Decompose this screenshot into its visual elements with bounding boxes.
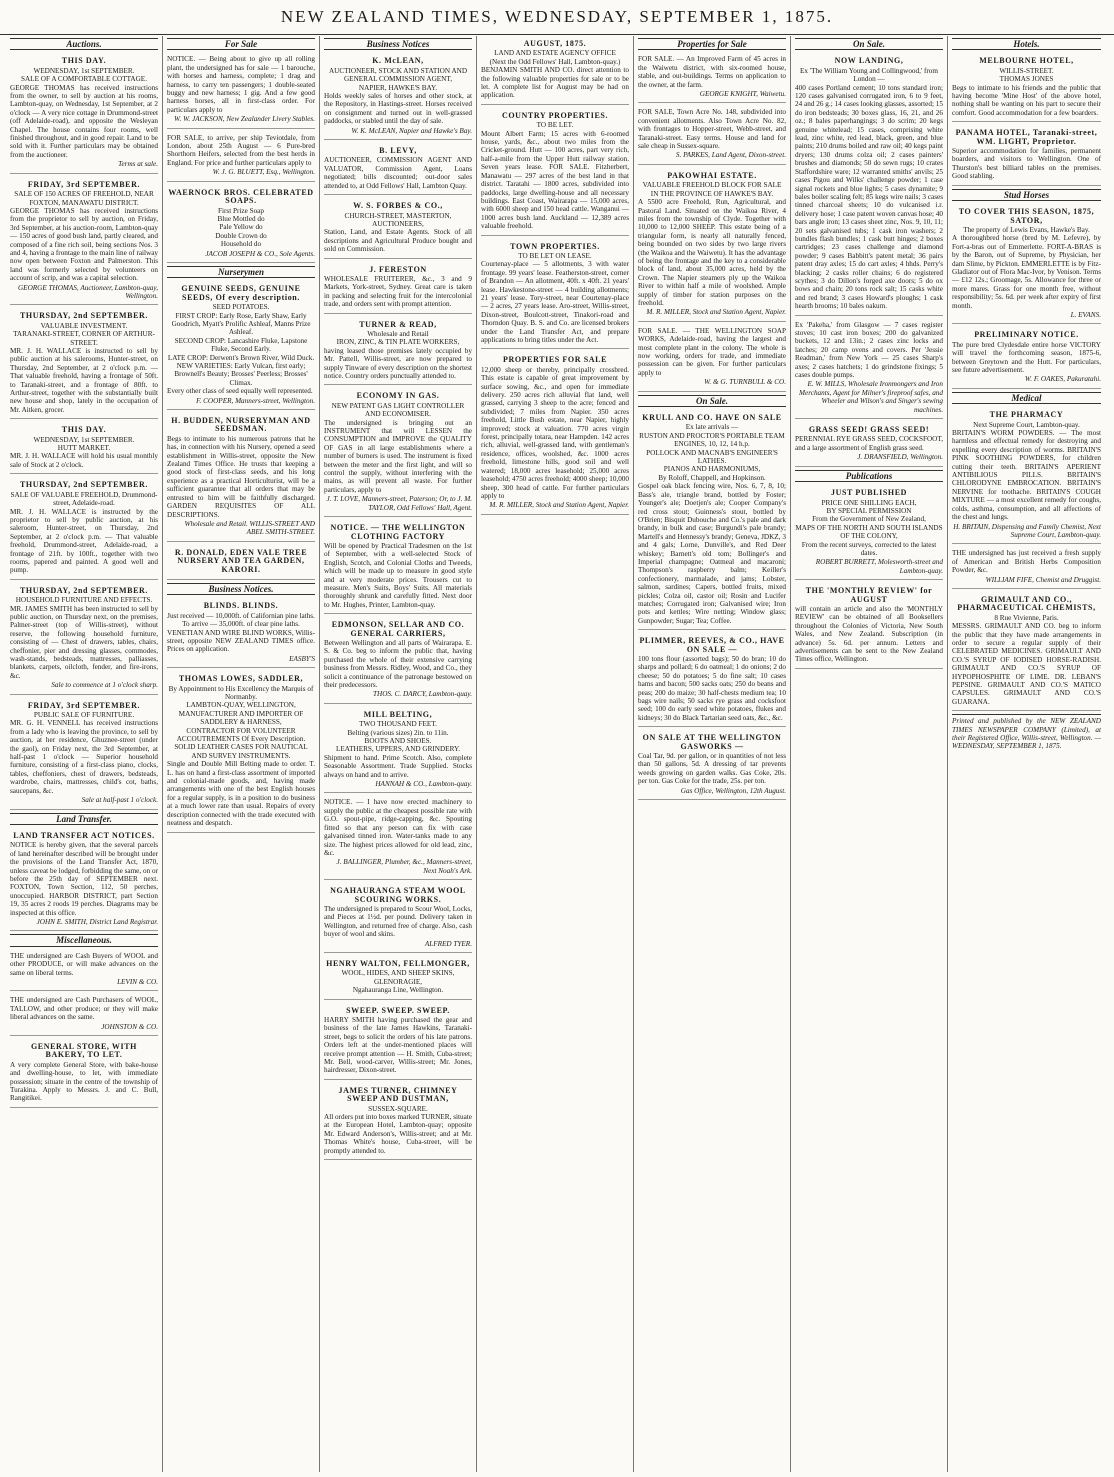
ad-subline: From the recent surveys, corrected to the latest dates.	[801, 540, 937, 557]
ad-body: NOTICE. — Being about to give up all rolling plant, the undersigned has for sale — 1 barouche, with horses and harness, complete; 1 drag and harness, to carry ten passengers; 1 double-seated buggy and new harness; 1 gig. And a few good harness horses, all in first-class order. For particulars apply to	[167, 55, 315, 114]
ad-signature: Sale to commence at 1 o'clock sharp.	[51, 681, 158, 690]
ad-body: THE undersigned are Cash Purchasers of WOOL, TALLOW, and other produce; or they will make liberal advances on the same.	[10, 996, 158, 1022]
ad-title: GENERAL STORE, WITH BAKERY, TO LET.	[30, 1042, 138, 1060]
advertisement	[167, 413, 315, 542]
ad-subline: Double Crown do	[215, 231, 267, 240]
advertisement	[481, 239, 629, 350]
ad-subline: AUCTIONEERS,	[372, 219, 424, 228]
ad-subline: PUBLIC SALE OF FURNITURE.	[33, 711, 135, 720]
ad-subline: Next Supreme Court, Lambton-quay.	[973, 420, 1080, 429]
ad-subline: IN THE PROVINCE OF HAWKE'S BAY.	[650, 189, 774, 198]
ad-signature: GEORGE KNIGHT, Waiwetu.	[699, 90, 786, 99]
ad-body: BENJAMIN SMITH AND CO. direct attention to the following valuable properties for sale or to be let. A complete list for August may be had on application.	[481, 66, 629, 100]
ad-subline: The property of Lewis Evans, Hawke's Bay.	[963, 225, 1090, 234]
ad-signature: Sale at half-past 1 o'clock.	[81, 796, 158, 805]
advertisement	[167, 185, 315, 263]
advertisement	[324, 1003, 472, 1080]
ad-subline: LAMBTON-QUAY, WELLINGTON,	[186, 701, 296, 710]
ad-signature: M. R. MILLER, Stock and Station Agent, Napier.	[489, 501, 629, 510]
ad-body: AUCTIONEER, COMMISSION AGENT AND VALUATOR, Commission Agent, Loans negotiated; bills discounted; out-door sales attended to, at Odd Fellows' Hall, Lambton Quay.	[324, 156, 472, 190]
ad-subline: NEW VARIETIES: Early Vulcan, first early; Brownell's Beauty; Brosses' Peerless; Brosses' Climax.	[174, 362, 308, 387]
advertisement	[324, 883, 472, 953]
section-heading: Publications	[795, 470, 943, 482]
ad-subline: SALE OF 150 ACRES OF FREEHOLD, NEAR FOXTON, MANAWATU DISTRICT.	[14, 190, 154, 207]
ad-signature: THOS. C. DARCY, Lambton-quay.	[373, 690, 472, 699]
ad-subline: Belting (various sizes) 2in. to 11in.	[347, 728, 449, 737]
ad-title: B. LEVY,	[379, 146, 417, 156]
ad-subline: Ex 'The William Young and Collingwood,' from London —	[800, 66, 938, 84]
ad-signature: W. W. JACKSON, New Zealander Livery Stables.	[174, 115, 315, 124]
advertisement	[324, 707, 472, 794]
advertisement	[952, 53, 1101, 122]
advertisement	[10, 828, 158, 931]
advertisement	[952, 592, 1101, 711]
ad-title: WAERNOCK BROS. CELEBRATED SOAPS.	[168, 187, 314, 206]
ad-subline: NAPIER, HAWKE'S BAY.	[358, 83, 438, 92]
ad-title: W. S. FORBES & CO.,	[353, 201, 443, 211]
advertisement	[167, 545, 315, 580]
ad-subline: FIRST CROP: Early Rose, Early Shaw, Early Goodrich, Myatt's Prolific Ashleaf, Manns Prize Ashleaf.	[171, 311, 311, 337]
ad-subline: LATE CROP: Derwent's Brown River, Wild Duck.	[167, 353, 315, 362]
ad-body: MR. J. H. WALLACE is instructed to sell by public auction at his salerooms, Hunter-street, on Thursday, 2nd September, at 2 o'clock p.m. — That valuable freehold, having a frontage of 50ft. to Taranaki-street, and a frontage of 80ft. to Arthur-street, together with the substantially built new house and shop, lately in the occupation of Mr. Aitken, grocer.	[10, 347, 158, 414]
ad-signature: J. BALLINGER, Plumber, &c., Manners-street, Next Noah's Ark.	[336, 858, 472, 875]
advertisement	[324, 956, 472, 1000]
advertisement	[795, 485, 943, 580]
ad-subline: SALE OF A COMFORTABLE COTTAGE.	[20, 75, 147, 84]
ad-body: Every other class of seed equally well represented.	[167, 387, 313, 396]
ad-title: JAMES TURNER, CHIMNEY SWEEP AND DUSTMAN,	[338, 1085, 458, 1104]
ad-title: LAND TRANSFER ACT NOTICES.	[13, 830, 155, 840]
ad-body: MESSRS. GRIMAULT AND CO. beg to inform the public that they have made arrangements in order to secure a regular supply of their CELEBRATED MEDICINES. GRIMAULT AND CO.'S SYRUP OF IODISED HORSE-RADISH. GRIMAULT AND CO.'S SYRUP OF HYPOPHOSPHITE OF LIME. DR. LEBAN'S PEPSINE. GRIMAULT AND CO.'S MATICO CAPSULES. GRIMAULT AND CO.'S GUARANA.	[952, 622, 1101, 706]
ad-body: The pure bred Clydesdale entire horse VICTORY will travel the forthcoming season, 1875-6, between Greytown and the Hutt. For particulars, see future advertisement.	[952, 340, 1101, 374]
ad-title: NGAHAURANGA STEAM WOOL SCOURING WORKS.	[330, 886, 466, 904]
ad-title: H. BUDDEN, NURSERYMAN AND SEEDSMAN.	[171, 416, 311, 434]
ad-title: R. DONALD, EDEN VALE TREE NURSERY AND TEA GARDEN, KARORI.	[174, 547, 308, 574]
advertisement	[795, 53, 943, 315]
ad-body: Mount Albert Farm; 15 acres with 6-roomed house, yards, &c., about two miles from the Cricket-ground. Hutt — 100 acres, part very rich, half-a-mile from the Upper Hutt railway station. Seven years lease. FOR SALE. Fitzherbert, Manawatu — 297 acres of the best land in that district. Taratahi — 1800 acres, subdivided into paddocks, large dwelling-house and all necessary buildings. East Coast, Wairarapa — 15,000 acres, with 6000 sheep and 150 head cattle. Wanganui — 1000 acres bush land. Auckland — 12,389 acres valuable freehold.	[481, 129, 629, 231]
ad-title: PAKOWHAI ESTATE.	[667, 170, 757, 180]
ad-body: All orders put into boxes marked TURNER, situate at the European Hotel, Lambton-quay; opposite Mr. Edward Anderson's, Willis-street; and at Mr. Thomas White's house, Cuba-street, will be promptly attended to.	[324, 1113, 472, 1155]
section-heading: Nurserymen	[167, 266, 315, 278]
ad-body: GEORGE THOMAS has received instructions from the owner, to sell by auction at his rooms, Lambton-quay, on Wednesday, 1st September, at 2 o'clock — A very nice cottage in Drummond-street (off Adelaide-road), and opposite the Wesleyan Chapel. The house contains four rooms, well finished throughout, and in good repair. Land to be sold with it. Further particulars may be obtained from the auctioneer.	[10, 83, 158, 159]
ad-body: THE undersigned are Cash Buyers of WOOL and other PRODUCE, or will make advances on the same on liberal terms.	[10, 951, 158, 977]
ad-subline: PIANOS AND HARMONIUMS,	[663, 465, 761, 474]
advertisement	[952, 125, 1101, 185]
advertisement	[952, 547, 1101, 589]
ad-signature: Terms at sale.	[118, 160, 158, 169]
ad-title: ECONOMY IN GAS.	[356, 391, 440, 401]
ad-signature: W. F. OAKES, Pakuratahi.	[1024, 375, 1101, 384]
ad-body: The undersigned is bringing out an INSTRUMENT that will LESSEN the CONSUMPTION and IMPROVE the QUALITY OF GAS in all large establishments where a number of burners is used. The instrument is fixed between the meter and the first light, and will so control the supply, without interfering with the mains, as will prevent all waste. For further particulars, apply to	[324, 418, 472, 494]
ad-subline: SEED POTATOES.	[212, 303, 270, 312]
ad-subline: SECOND CROP: Lancashire Fluke, Lapstone Fluke, Second Early.	[174, 336, 308, 354]
ad-body: The undersigned is prepared to Scour Wool, Locks, and Pieces at 1½d. per pound. Delivery taken in Wellington, and returned free of charge. Also, cash buyer of wool and skins.	[324, 904, 472, 939]
advertisement	[324, 198, 472, 258]
column-1	[6, 36, 163, 1472]
ad-subline: MAPS OF THE NORTH AND SOUTH ISLANDS OF THE COLONY,	[795, 523, 943, 541]
ad-title: PROPERTIES FOR SALE	[502, 355, 608, 365]
ad-title: HENRY WALTON, FELLMONGER,	[326, 958, 470, 968]
ad-title: J. FERESTON	[369, 264, 427, 274]
ad-subline: By Appointment to His Excellency the Marquis of Normanby.	[168, 684, 314, 701]
ad-subline: Just received — 10,000ft. of Californian pine laths.	[167, 611, 315, 620]
ad-subline: Pale Yellow do	[219, 223, 263, 232]
ad-subline: POLLOCK AND MACNAB'S ENGINEER'S LATHES.	[646, 448, 778, 466]
advertisement	[324, 143, 472, 195]
ad-body: BRITAIN'S WORM POWDERS. — The most harmless and effectual remedy for destroying and expelling every description of worms. BRITAIN'S PINK SOOTHING POWDERS, for children cutting their teeth. BRITAIN'S APERIENT ANTIBILIOUS PILLS. BRITAIN'S CHLORODYNE EMBROCATION. BRITAIN'S NERVINE for toothache. BRITAIN'S COUGH MIXTURE — a most excellent remedy for coughs, colds, asthma, consumption, and all affections of the chest and lungs.	[952, 429, 1101, 522]
ad-signature: L. EVANS.	[1070, 310, 1101, 319]
column-4	[477, 36, 634, 1472]
advertisement	[10, 1039, 158, 1108]
ad-subline: TWO THOUSAND FEET.	[359, 720, 437, 729]
ad-body: FOR SALE. — An Improved Farm of 45 acres in the Waiwetu district, with six-roomed house, stable, and out-buildings. Terms on application to the owner, at the farm.	[638, 55, 786, 89]
ad-title: PRELIMINARY NOTICE.	[974, 330, 1079, 340]
columns	[6, 36, 1108, 1472]
ad-body: 100 tons flour (assorted bags); 50 do bran; 10 do sharps and pollard; 6 do oatmeal; 1 do onions; 2 do cheese; 50 do potatoes; 5 do fine salt; 10 cases hams and bacon; 500 sacks oats; 250 do beans and peas; 200 do maize; 30 half-chests medium tea; 10 bags wire nails; 50 sacks rye grass and cocksfoot seed; 100 do early seed white potatoes, flukes and kidneys; 30 do Black Tartarian seed oats, &c., &c.	[638, 655, 786, 722]
ad-title: FRIDAY, 3rd SEPTEMBER.	[27, 179, 141, 189]
ad-body: Holds weekly sales of horses and other stock, at the Repository, in Hastings-street. Horses received on consignment and turned out in well-grassed paddocks, or stabled until the day of sale.	[324, 92, 472, 126]
ad-signature: EASBY'S	[289, 654, 315, 663]
advertisement	[324, 317, 472, 386]
ad-subline: WEDNESDAY, 1st SEPTEMBER.	[33, 435, 135, 444]
ad-title: THIS DAY.	[61, 425, 107, 435]
ad-signature: M. R. MILLER, Stock and Station Agent, Napier.	[646, 308, 786, 317]
ad-subline: SOLID LEATHER CASES FOR NAUTICAL AND SURVEY INSTRUMENTS.	[174, 743, 308, 760]
ad-title: THURSDAY, 2nd SEPTEMBER.	[19, 480, 149, 490]
section-heading: Land Transfer.	[10, 813, 158, 825]
ad-subline: BY SPECIAL PERMISSION	[826, 506, 912, 515]
ad-title: KRULL AND CO. HAVE ON SALE	[642, 413, 782, 423]
ad-body: Station, Land, and Estate Agents. Stock of all descriptions and Agricultural Produce bought and sold on Commission.	[324, 228, 472, 254]
ad-subline: Wholesale and Retail	[367, 329, 429, 338]
advertisement	[324, 617, 472, 704]
section-heading: Business Notices	[324, 38, 472, 50]
ad-title: K. McLEAN,	[372, 56, 424, 66]
ad-subline: Ngahauranga Line, Wellington.	[352, 986, 444, 995]
ad-title: ON SALE AT THE WELLINGTON GASWORKS —	[642, 733, 782, 751]
ad-body: Begs to intimate to his numerous patrons that he has, in connection with his Nursery, opened a seed establishment in Willis-street, opposite the New Zealand Times Office. He trusts that keeping a good stock of first-class seeds, and his long experience as a practical Horticulturist, will be a sufficient guarantee that all orders that may be entrusted to him will be faithfully discharged. GARDEN REQUISITES OF ALL DESCRIPTIONS.	[167, 434, 315, 519]
ad-subline: TO BE LET.	[536, 121, 574, 130]
ad-title: COUNTRY PROPERTIES.	[501, 110, 609, 120]
ad-subline: 8 Rue Vivienne, Paris.	[994, 613, 1059, 622]
ad-subline: Ex late arrivals —	[685, 423, 739, 432]
ad-body: Single and Double Mill Belting made to order. T. L. has on hand a first-class assortment of imported and colonial-made goods, and, having made arrangements with one of the best English houses for a regular supply, is in a position to do business at a much lower rate than usual. Repairs of every description connected with the trade executed with neatness and despatch.	[167, 760, 315, 828]
ad-signature: ROBERT BURRETT, Molesworth-street and Lambton-quay.	[815, 558, 943, 575]
ad-body: having leased those premises lately occupied by Mr. Pattell, Willis-street, are now prepared to supply Tinware of every description on the shortest notice. Country orders punctually attended to.	[324, 346, 472, 380]
ad-subline: LAND AND ESTATE AGENCY OFFICE	[494, 49, 616, 58]
ad-subline: First Prize Soap	[218, 206, 264, 215]
ad-title: SWEEP. SWEEP. SWEEP.	[346, 1005, 450, 1015]
ad-title: PLIMMER, REEVES, & CO., HAVE ON SALE —	[639, 636, 785, 654]
ad-signature: WILLIAM FIFE, Chemist and Druggist.	[985, 575, 1101, 584]
ad-body: A very complete General Store, with bake-house and dwelling-house, to let, with immediate possession; situate in the centre of the township of Turakina. Apply to Messrs. J. and C. Bull, Rangitikei.	[10, 1060, 158, 1103]
ad-title: THOMAS LOWES, SADDLER,	[178, 674, 304, 684]
section-heading: Properties for Sale	[638, 38, 786, 50]
masthead: NEW ZEALAND TIMES, WEDNESDAY, SEPTEMBER 1, 1875.	[0, 0, 1114, 35]
ad-subline: From the Government of New Zealand,	[812, 515, 926, 524]
ad-title: MELBOURNE HOTEL,	[979, 56, 1074, 66]
ad-subline: SALE OF VALUABLE FREEHOLD, Drummond-street, Adelaide-road.	[10, 490, 158, 508]
ad-body: Ex 'Pakeha,' from Glasgow — 7 cases register stoves; 10 cast iron boxes; 200 do galvanized buckets, 12 and 13in.; 2 cases zinc locks and latches; 20 camp ovens and covers. Per 'Jessie Readman,' from New York — 25 cases Sharp's axes; 2 cases hatchets; 1 do grindstone fixings; 5 cases double pumps.	[795, 320, 943, 380]
ad-body: GEORGE THOMAS has received instructions from the proprietor to sell by auction, on Friday, 3rd September, at his auction-room, Lambton-quay — 150 acres of good bush land, partly cleared, and composed of a fine rich soil, being sections Nos. 3 and 4, having a frontage to the main line of railway now open between Foxton and Palmerston. This land was formerly selected by volunteers on account of scrip, and was a capital selection.	[10, 206, 158, 283]
ad-body: Will be opened by Practical Tradesmen on the 1st of September, with a well-selected Stock of English, Scotch, and Colonial Cloths and Tweeds, which will be made up to measure in good style and at very moderate prices. Trousers cut to measure. Men's Suits, Boys' Suits. All materials thoroughly shrunk and carefully fitted. Next door to Mr. Hughes, Printer, Lambton-quay.	[324, 541, 472, 609]
ad-body: FOR SALE, Town Acre No. 148, subdivided into convenient allotments. Also Town Acre No. 82, with frontages to Hopper-street, Webb-street, and Taranaki-street. Easy terms. House and land for sale cheap in Sussex-square.	[638, 108, 786, 151]
ad-title: GRASS SEED! GRASS SEED!	[808, 425, 930, 435]
advertisement	[324, 1083, 472, 1160]
ad-title: TURNER & READ,	[359, 319, 437, 329]
advertisement	[795, 422, 943, 467]
ad-subline: MANUFACTURER AND IMPORTER OF SADDLERY & HARNESS,	[178, 709, 304, 727]
column-3	[320, 36, 477, 1472]
ad-body: MR. J. H. WALLACE will hold his usual monthly sale of Stock at 2 o'clock.	[10, 452, 158, 469]
section-heading: On Sale.	[795, 38, 943, 50]
ad-title: GENUINE SEEDS, GENUINE SEEDS, Of every description.	[181, 284, 301, 302]
advertisement	[324, 262, 472, 314]
ad-title: MILL BELTING,	[363, 709, 433, 719]
ad-title: THE PHARMACY	[989, 410, 1064, 420]
ad-signature: HANNAH & CO., Lambton-quay.	[375, 780, 472, 789]
ad-title: JUST PUBLISHED	[830, 488, 908, 498]
ad-body: 400 cases Portland cement; 10 tons standard iron; 120 cases galvanised corrugated iron, 6 to 9 feet, 24 and 26 g.; 14 cases looking glasses, assorted; 15 do iron bedsteads; 30 boxes glass, 16, 21, and 26 oz.; 8 bales paperhangings; 3 do scrim; 20 kegs genuine whitelead; 15 cases, comprising white lead, zinc white, red lead, black, green, and blue paints; 210 drums boiled and raw oil; 40 kegs paint dryers; 130 drums colza oil; 2 cases painters' brushes and diamonds; 50 do sewn rugs; 10 crates Staffordshire ware; 12 warranted smiths' anvils; 25 cases Pigou and Wilks' challenge powder; 1 case signal rockets and blue lights; 5 cases dynamite; 9 bales boiler scaling felt; 85 kegs wire nails; 3 cases tinned charcoal sheets; 10 do vulcanised i.r. delivery hose; 1 case patent woven canvas hose; 40 bars angle iron; 13 cases sheet zinc, Nos. 9, 10, 11; 20 sets galvanised tubs; 1 cask iron washers; 2 bundles flash bundles; 1 cask butt hinges; 2 boxes cartridges; 23 cases challenge and diamond powder; 9 cases Babbitt's patent metal; 36 pairs patent dray axles; 15 do cart axles; 4 hhds. Perry's blacking; 2 casks roller chains; 6 do registered scythes; 3 do Dillon's forged axe doors; 5 do ox bows and chain; 20 tons rock salt; 15 casks white and red brand; 3 cases Howard's ploughs; 1 cask hearth brooms; 10 bales oakum.	[795, 83, 943, 311]
ad-body: VENETIAN AND WIRE BLIND WORKS, Willis-street, opposite NEW ZEALAND TIMES office. Prices on application.	[167, 628, 315, 654]
ad-title: GRIMAULT AND CO., PHARMACEUTICAL CHEMISTS,	[957, 594, 1096, 613]
ad-subline: WOOL, HIDES, AND SHEEP SKINS, GLENORAGIE,	[341, 969, 455, 986]
ad-body: A thoroughbred horse (bred by M. Lefevre), by Fort-a-bras out of Emmerlette. FORT-A-BRAS is by the Baron, out of Supreme, by Physician, her dam Slime, by Pickton. EMMERLETTE is by Fitz-Gladiator out of Flora Mac-Ivor, by Venison. Terms — £12 12s.; Groomage, 5s. Allowance for three or more mares. Grass for one month free, without responsibility; 5s. 6d. per week after expiry of first month.	[952, 234, 1101, 310]
ad-subline: TO BE LET ON LEASE.	[518, 251, 592, 260]
advertisement	[481, 352, 629, 514]
ad-body: Coal Tar, 9d. per gallon, or in quantities of not less than 50 gallons, 5d. A dressing of tar prevents weeds growing on garden walks. Gas Coke, 20s. per ton. Gas Coke for the trade, 25s. per ton.	[638, 752, 786, 786]
ad-body: Gospel oak black fencing wire, Nos. 6, 7, 8, 10; Bass's ale, triangle brand, bottled by Foster; Younger's ale; Doetjen's ale; Cooper Company's red cross stout; Guinness's stout, bottled by O'Brien; Bisquit Dubouche and Co.'s pale and dark brandy, in bulk and case; Burgundi's pale brandy; Martell's and Hennessy's brandy; Geneva, JDKZ, 3 and 4 gals; Lorne, Dunville's, and Red Deer whiskey; Barnett's old tom; Bollinger's and Imperial champagne; Oatmeal and macaroni; Thompson's raspberry balm; Keiller's confectionery, marmalade, and jams; Lobster, salmon, sardines; Capers, bottled fruits, mixed pickles; Colza oil, castor oil; Rosin and Lucifer matches; Corrugated iron; Galvanised wire; Iron pots and kettles; Wire netting; Window glass; Gunpowder; Sugar; Tea; Coffee.	[638, 482, 786, 625]
ad-signature: S. PARKES, Land Agent, Dixon-street.	[675, 151, 786, 160]
ad-subline: HUTT MARKET.	[57, 444, 111, 453]
ad-subline: WILLIS-STREET.	[999, 66, 1054, 75]
ad-subline: (Next the Odd Fellows' Hall, Lambton-quay.)	[489, 57, 621, 66]
section-heading: Auctions.	[10, 38, 158, 50]
advertisement	[638, 53, 786, 103]
ad-body: will contain an article and also the 'MONTHLY REVIEW' can be obtained of all Booksellers throughout the Colonies of Victoria, New South Wales, and New Zealand. Subscription (in advance) 5s. 6d. per annum. Letters and advertisements can be sent to the New Zealand Times office, Wellington.	[795, 604, 943, 664]
advertisement	[795, 319, 943, 419]
ad-signature: J. T. LOVE, Manners-street, Paterson; Or, to J. M. TAYLOR, Odd Fellows' Hall, Agent.	[326, 495, 472, 512]
advertisement	[10, 53, 158, 173]
advertisement	[638, 325, 786, 392]
column-7	[948, 36, 1105, 1472]
section-heading: For Sale	[167, 38, 315, 50]
advertisement	[638, 730, 786, 800]
advertisement	[638, 168, 786, 322]
ad-signature: F. COOPER, Manners-street, Wellington.	[196, 396, 315, 405]
ad-title: THE 'MONTHLY REVIEW' for AUGUST	[805, 586, 933, 604]
section-heading: Stud Horses	[952, 189, 1101, 201]
advertisement	[10, 308, 158, 419]
ad-body: MR. JAMES SMITH has been instructed to sell by public auction, on Thursday next, on the premises, Palmer-street (top of Willis-street), without reserve, the following household furniture, consisting of — Chest of drawers, tables, chairs, cheffonier, pier and dressing glasses, commodes, wash-stands, bedsteads, mattresses, palliasses, blankets, carpets, oilcloth, fender, and fire-irons, &c.	[10, 604, 158, 680]
ad-title: FRIDAY, 3rd SEPTEMBER.	[27, 700, 141, 710]
ad-title: NOW LANDING,	[834, 56, 904, 66]
ad-signature: W. & G. TURNBULL & CO.	[704, 378, 786, 387]
ad-signature: ALFRED TYER.	[424, 939, 472, 948]
advertisement	[481, 108, 629, 236]
ad-body: PERENNIAL RYE GRASS SEED, COCKSFOOT, and a large assortment of English grass seed.	[795, 435, 943, 452]
ad-subline: VALUABLE FREEHOLD BLOCK FOR SALE	[642, 181, 782, 190]
ad-body: WHOLESALE FRUITERER, &c., 3 and 9 Markets, York-street, Sydney. Great care is taken in packing and selecting fruit for the intercolonial trade, and orders sent with prompt attention.	[324, 274, 472, 309]
advertisement	[167, 53, 315, 128]
ad-body: Courtenay-place — 5 allotments, 3 with water frontage. 99 years' lease. Featherston-street, corner of Brandon — An allotment, 40ft. x 40ft. 21 years' lease. Hawkestone-street — 4 building allotments; 21 years' lease. Tory-street, near Courtenay-place — 2 acres, 27 years lease. Aro-street, Willis-street, Dixon-street, Boulcott-street, Tinakori-road and Thorndon Quay. B. S. and Co. are licensed brokers under the Land Transfer Act, and prepare applications to bring titles under the Act.	[481, 260, 629, 344]
advertisement	[324, 53, 472, 140]
ad-subline: To arrive — 35,000ft. of clear pine laths.	[182, 620, 300, 629]
ad-signature: Wholesale and Retail. WILLIS-STREET AND ABEL SMITH-STREET.	[184, 519, 315, 537]
ad-subline: WEDNESDAY, 1st SEPTEMBER.	[33, 66, 135, 75]
ad-signature: JOHNSTON & CO.	[101, 1022, 158, 1031]
ad-title: THURSDAY, 2nd SEPTEMBER.	[19, 585, 149, 595]
ad-title: TO COVER THIS SEASON, 1875, SATOR,	[958, 207, 1095, 225]
ad-subline: THOMAS JONES	[999, 75, 1054, 84]
advertisement	[10, 422, 158, 474]
advertisement	[324, 388, 472, 517]
ad-body: NOTICE is hereby given, that the several parcels of land hereinafter described will be brought under the provisions of the Land Transfer Act, 1870, unless caveat be lodged, forbidding the same, on or before the 25th day of SEPTEMBER next. FOXTON, Town Section, 112, 50 perches, unoccupied. HARBOR DISTRICT, part Section 19, 35 acres 2 roods 19 perches. Diagrams may be inspected at this office.	[10, 841, 158, 917]
ad-body: Superior accommodation for families, permanent boarders, and visitors to Wellington. One of Thurston's best billiard tables on the premises. Good stabling.	[952, 147, 1101, 181]
advertisement	[10, 477, 158, 579]
advertisement	[167, 132, 315, 182]
ad-signature: W. K. McLEAN, Napier and Hawke's Bay.	[351, 126, 472, 135]
ad-subline: SUSSEX-SQUARE.	[368, 1104, 428, 1113]
ad-subline: VALUABLE INVESTMENT.	[40, 321, 128, 330]
ad-subline: AUCTIONEER, STOCK AND STATION AND GENERAL COMMISSION AGENT,	[328, 66, 468, 84]
ad-subline: NEW PATENT GAS LIGHT CONTROLLER AND ECONOMISER.	[331, 401, 465, 419]
ad-subline: TARANAKI-STREET, CORNER OF ARTHUR-STREET.	[13, 330, 155, 347]
ad-subline: RUSTON AND PROCTOR'S PORTABLE TEAM ENGINES, 10, 12, 14 h.p.	[639, 431, 785, 449]
ad-title: NOTICE. — THE WELLINGTON CLOTHING FACTORY	[330, 523, 466, 541]
ad-body: Shipment to hand. Prime Scotch. Also, complete Seasonable Assortment. Trade Supplied. Stocks always on hand and to arrive.	[324, 753, 472, 779]
section-heading: Miscellaneous.	[10, 934, 158, 946]
ad-title: BLINDS. BLINDS.	[203, 601, 279, 611]
section-heading: On Sale.	[638, 395, 786, 407]
ad-body: FOR SALE. — THE WELLINGTON SOAP WORKS, Adelaide-road, having the largest and most complete plant in the colony. The whole is now working, orders for trade, and immediate possession can be given. For further particulars apply to	[638, 326, 786, 377]
advertisement	[10, 994, 158, 1036]
advertisement	[638, 410, 786, 630]
column-2	[163, 36, 320, 1472]
ad-title: PANAMA HOTEL, Taranaki-street, WM. LIGHT, Proprietor.	[955, 128, 1098, 146]
section-heading: Medical	[952, 392, 1101, 404]
ad-body: FOR SALE, to arrive, per ship Teviotdale, from London, about 25th August — 6 Pure-bred Shorthorn Heifers, selected from the best herds in England. For price and further particulars apply to	[167, 133, 315, 167]
ad-subline: IRON, ZINC, & TIN PLATE WORKERS,	[336, 338, 460, 347]
advertisement	[167, 671, 315, 832]
ad-body: THE undersigned has just received a fresh supply of American and British Herbs Composition Powder, &c.	[952, 549, 1101, 575]
advertisement	[481, 36, 629, 105]
ad-body: 12,000 sheep or thereby, principally crossbred. This estate is capable of great improvement by surface sowing, &c., and open for immediate delivery. 250 acres rich alluvial flat land, well grassed, carrying 3 sheep to the acre; fenced and subdivided; 7 miles from Napier. 350 acres freehold, Little Bush estate, near Napier, highly improved; stock at valuation. 770 acres virgin forest, principally totara, near Hampden. 142 acres rich, alluvial, well-grassed land, with gentleman's residence, offices, woolshed, &c. 1000 acres freehold, limestone hills, good soil and well watered; 18,000 acres leasehold; 25,000 acres leasehold; 4750 acres freehold; 4000 sheep; 10,000 sheep, 300 head of cattle. For further particulars apply to	[481, 365, 629, 500]
column-5	[634, 36, 791, 1472]
advertisement	[952, 204, 1101, 324]
ad-body: NOTICE. — I have now erected machinery to supply the public at the cheapest possible rate with G.O. spout-pipe, ridge-capping, &c. Spouting fitted so that any person can fix with case galvanised tinned iron. Water-tanks made to any size. The highest prices allowed for old lead, zinc, &c.	[324, 798, 472, 857]
ad-subline: By Roloff, Chappell, and Hopkinson.	[658, 473, 766, 482]
advertisement	[10, 950, 158, 992]
ad-body: A 5500 acre Freehold, Run, Agricultural, and Pastoral Land. Situated on the Waikoa River, 4 miles from the township of Clyde. Together with 10,000 to 12,000 SHEEP. This estate being of a triangular form, is nearly all naturally fenced, being bounded on two sides by two large rivers (the Waikoa and the Waiwetu). It has the advantage of being the frontage and the key to a considerable block of land, about 35,000 acres, held by the Crown. The Napier steamers ply up the Waikoa River to within half a mile of woolshed. Ample supply of timber for station purposes on the freehold.	[638, 198, 786, 307]
ad-signature: W. J. G. BLUETT, Esq., Wellington.	[212, 168, 315, 177]
ad-title: TOWN PROPERTIES.	[510, 241, 600, 251]
ad-subline: Blue Mottled do	[217, 214, 265, 223]
column-6	[791, 36, 948, 1472]
advertisement	[638, 106, 786, 164]
advertisement	[952, 407, 1101, 544]
ad-subline: Household do	[220, 240, 262, 249]
ad-signature: GEORGE THOMAS, Auctioneer, Lambton-quay, Wellington.	[17, 283, 158, 300]
ad-subline: CONTRACTOR FOR VOLUNTEER ACCOUTREMENTS Of Every Description.	[176, 726, 306, 744]
ad-title: THIS DAY.	[61, 56, 107, 66]
ad-signature: J. DRANSFIELD, Wellington.	[857, 453, 943, 462]
ad-signature: JOHN E. SMITH, District Land Registrar.	[36, 917, 158, 926]
ad-subline: LEATHERS, UPPERS, AND GRINDERY.	[335, 745, 461, 754]
ad-signature: Gas Office, Wellington, 12th August.	[680, 786, 786, 795]
advertisement	[324, 796, 472, 880]
advertisement	[167, 598, 315, 668]
advertisement	[167, 281, 315, 410]
advertisement	[10, 177, 158, 306]
advertisement	[952, 327, 1101, 388]
section-heading: Business Notices.	[167, 583, 315, 595]
ad-body: HARRY SMITH having purchased the gear and business of the late James Hawkins, Taranaki-street, begs to solicit the orders of his late patrons. Orders left at the under-mentioned places will receive prompt attention — H. Smith, Cuba-street; Mr. Bell, wood-carver, Willis-street; Mr. Jones, hairdresser, Dixon-street.	[324, 1016, 472, 1075]
ad-signature: LEVIN & CO.	[117, 978, 158, 986]
advertisement	[795, 583, 943, 669]
ad-subline: PRICE ONE SHILLING EACH,	[821, 498, 917, 507]
ad-body: Between Wellington and all parts of Wairarapa. E. S. & Co. beg to inform the public that, having purchased the whole of their extensive carrying business from Messrs. Ridley, Wood, and Co., they solicit a continuance of the patronage bestowed on their predecessors.	[324, 638, 472, 689]
ad-subline: BOOTS AND SHOES.	[364, 737, 432, 746]
section-heading: Hotels.	[952, 38, 1101, 50]
ad-body: Begs to intimate to his friends and the public that having become 'Mine Host' of the above hotel, nothing shall be wanting on his part to secure their comfort. Good accommodation for a few boarders.	[952, 83, 1101, 117]
ad-signature: E. W. MILLS, Wholesale Ironmongers and Iron Merchants, Agent for Milner's fireproof safes, and Wheeler and Wilson's and Singer's sewing machines.	[799, 380, 943, 414]
colophon: Printed and published by the NEW ZEALAND TIMES NEWSPAPER COMPANY (Limited), at their Registered Office, Willis-street, Wellington. — WEDNESDAY, SEPTEMBER 1, 1875.	[952, 714, 1101, 751]
advertisement	[324, 520, 472, 614]
ad-body: MR. J. H. WALLACE is instructed by the proprietor to sell by public auction, at his saleroom, Hunter-street, on Thursday, 2nd September, at 2 o'clock p.m. — That valuable freehold, Drummond-street, Adelaide-road, a frontage of 21ft. by 100ft., together with two rooms, papered and painted. A good well and pump.	[10, 507, 158, 575]
ad-body: MR. G. H. VENNELL has received instructions from a lady who is leaving the province, to sell by auction, at her residence, Ghuznee-street (under the gaol), on Friday next, the 3rd September, at half-past 1 o'clock — Superior household furniture, consisting of a first-class piano, clocks, tables, cheffoniers, chest of drawers, bedsteads, wardrobe, chairs, mattresses, child's cot, baths, saucepans, &c.	[10, 719, 158, 795]
ad-title: AUGUST, 1875.	[523, 39, 587, 48]
ad-signature: JACOB JOSEPH & CO., Sole Agents.	[205, 249, 315, 258]
advertisement	[638, 633, 786, 727]
ad-title: EDMONSON, SELLAR AND CO. GENERAL CARRIERS,	[331, 620, 465, 638]
ad-title: THURSDAY, 2nd SEPTEMBER.	[19, 311, 149, 321]
advertisement	[10, 583, 158, 695]
ad-signature: H. BRITAIN, Dispensing and Family Chemist, Next Supreme Court, Lambton-quay.	[953, 522, 1101, 539]
ad-subline: CHURCH-STREET, MASTERTON,	[344, 211, 452, 220]
advertisement	[10, 698, 158, 810]
ad-subline: HOUSEHOLD FURNITURE AND EFFECTS.	[15, 596, 153, 605]
